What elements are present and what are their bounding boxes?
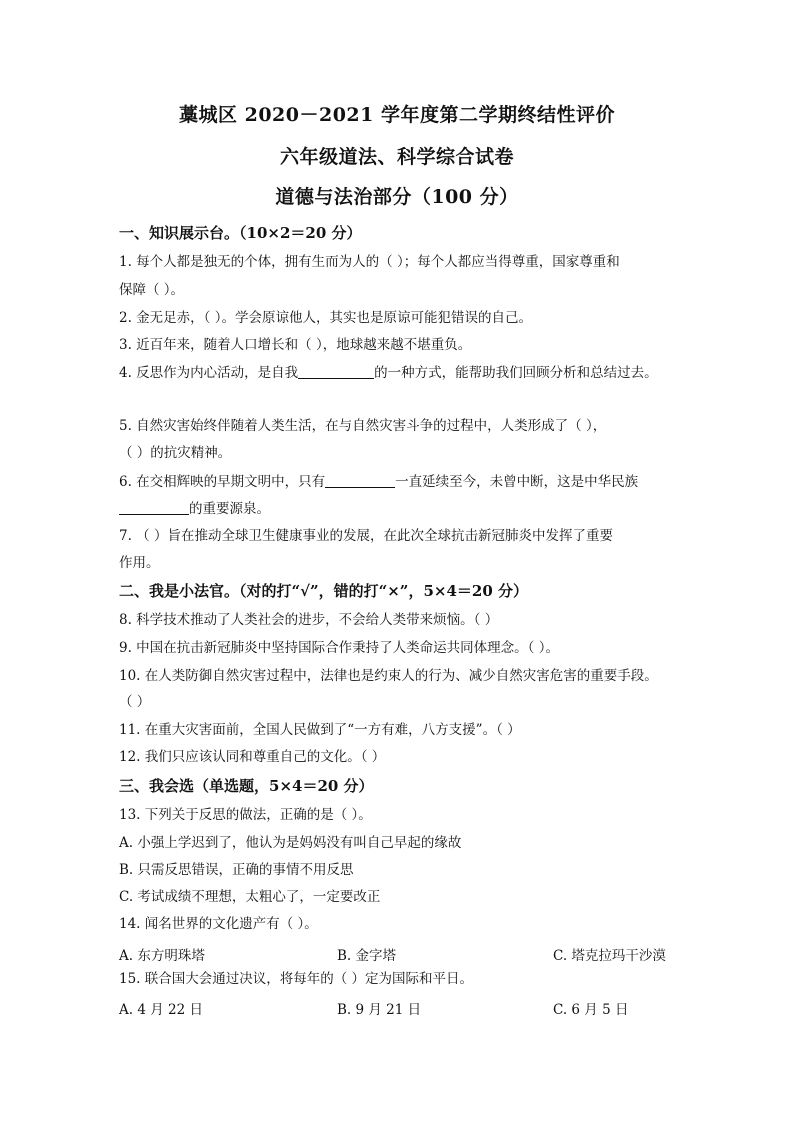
answer-blank[interactable] — [119, 500, 189, 515]
question-13-option-c[interactable]: C. 考试成绩不理想，太粗心了，一定要改正 — [119, 889, 381, 905]
section-3-heading: 三、我会选（单选题，5×4＝20 分） — [119, 777, 374, 795]
question-15-option-b[interactable]: B. 9 月 21 日 — [337, 1002, 422, 1018]
question-14: 14. 闻名世界的文化遗产有（ ）。 — [119, 916, 318, 932]
question-13-option-b[interactable]: B. 只需反思错误，正确的事情不用反思 — [119, 862, 354, 878]
question-15-option-a[interactable]: A. 4 月 22 日 — [119, 1002, 203, 1018]
question-2: 2. 金无足赤，（ ）。学会原谅他人，其实也是原谅可能犯错误的自己。 — [119, 310, 532, 326]
question-7-line-2: 作用。 — [119, 555, 160, 571]
question-14-option-b[interactable]: B. 金字塔 — [337, 948, 397, 964]
question-6-text-a: 6. 在交相辉映的早期文明中，只有 — [119, 474, 326, 490]
exam-title: 藁城区 2020－2021 学年度第二学期终结性评价 — [179, 104, 615, 126]
question-1-line-1: 1. 每个人都是独无的个体，拥有生而为人的（ ）；每个人都应当得尊重，国家尊重和 — [119, 254, 620, 270]
question-1-line-2: 保障（ ）。 — [119, 282, 185, 298]
question-6-text-c: 的重要源泉。 — [189, 501, 270, 517]
question-15: 15. 联合国大会通过决议，将每年的（ ）定为国际和平日。 — [119, 971, 474, 987]
question-14-option-a[interactable]: A. 东方明珠塔 — [119, 948, 205, 964]
question-5-line-2: （ ）的抗灾精神。 — [119, 445, 232, 461]
exam-subtitle: 六年级道法、科学综合试卷 — [279, 146, 514, 168]
answer-blank[interactable] — [298, 364, 374, 379]
question-13-option-a[interactable]: A. 小强上学迟到了，他认为是妈妈没有叫自己早起的缘故 — [119, 835, 462, 851]
question-8: 8. 科学技术推动了人类社会的进步，不会给人类带来烦恼。（ ） — [119, 612, 499, 628]
question-5-line-1: 5. 自然灾害始终伴随着人类生活，在与自然灾害斗争的过程中，人类形成了（ ）， — [119, 418, 607, 434]
question-6-line-1 — [119, 473, 638, 490]
question-4 — [119, 364, 658, 381]
question-13: 13. 下列关于反思的做法，正确的是（ ）。 — [119, 807, 372, 823]
question-12: 12. 我们只应该认同和尊重自己的文化。（ ） — [119, 749, 386, 765]
section-1-heading: 一、知识展示台。（10×2＝20 分） — [119, 224, 362, 242]
question-9: 9. 中国在抗击新冠肺炎中坚持国际合作秉持了人类命运共同体理念。（ ）。 — [119, 640, 559, 656]
section-2-heading: 二、我是小法官。（对的打“√”，错的打“×”，5×4＝20 分） — [119, 582, 528, 600]
question-11: 11. 在重大灾害面前，全国人民做到了“一方有难，八方支援”。（ ） — [119, 722, 521, 738]
question-15-option-c[interactable]: C. 6 月 5 日 — [553, 1002, 629, 1018]
question-4-text-b: 的一种方式，能帮助我们回顾分析和总结过去。 — [374, 365, 658, 381]
question-10-line-1: 10. 在人类防御自然灾害过程中，法律也是约束人的行为、减少自然灾害危害的重要手段。 — [119, 668, 658, 684]
question-6-line-2 — [119, 500, 270, 517]
exam-part-title: 道德与法治部分（100 分） — [275, 186, 519, 208]
question-3: 3. 近百年来，随着人口增长和（ ），地球越来越不堪重负。 — [119, 337, 472, 353]
question-4-text-a: 4. 反思作为内心活动，是自我 — [119, 365, 299, 381]
question-14-option-c[interactable]: C. 塔克拉玛干沙漠 — [553, 948, 666, 964]
question-6-text-b: 一直延续至今，未曾中断，这是中华民族 — [395, 474, 639, 490]
question-10-line-2: （ ） — [119, 694, 151, 710]
question-7-line-1: 7. （ ）旨在推动全球卫生健康事业的发展，在此次全球抗击新冠肺炎中发挥了重要 — [119, 528, 613, 544]
answer-blank[interactable] — [325, 473, 395, 488]
